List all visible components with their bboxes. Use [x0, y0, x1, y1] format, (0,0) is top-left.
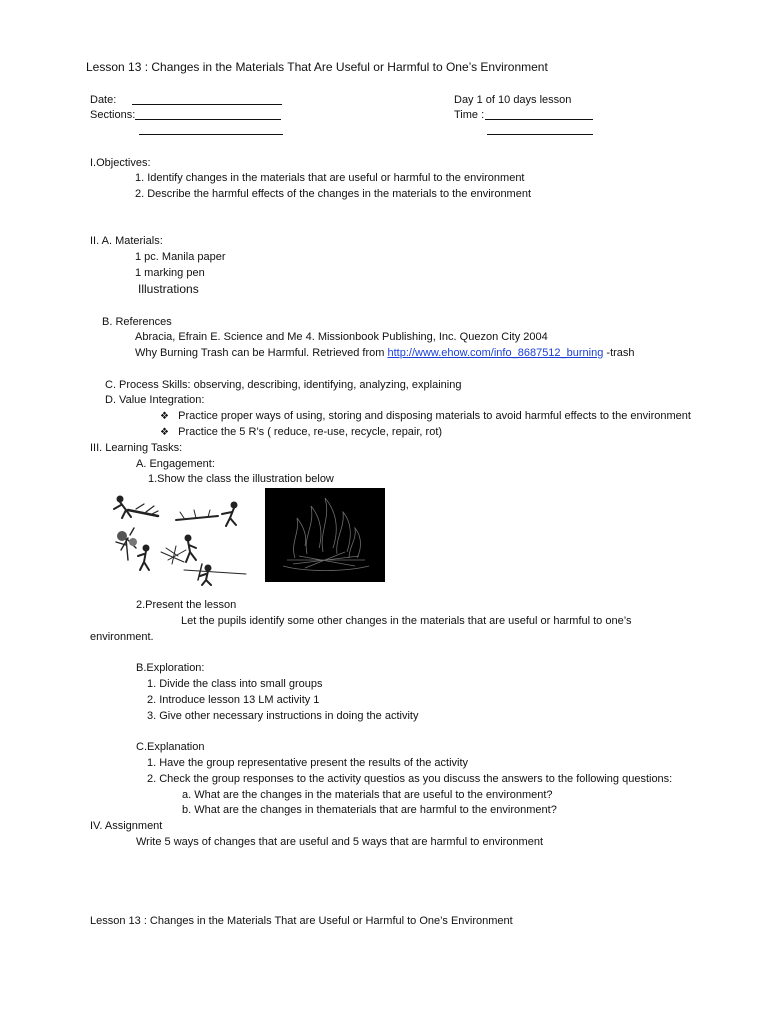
- time-label: Time :: [454, 109, 485, 121]
- present-text: Let the pupils identify some other changes in the materials that are useful or harmful to one’s: [181, 615, 632, 627]
- exploration-item: 1. Divide the class into small groups: [147, 678, 323, 690]
- present-step: 2.Present the lesson: [136, 599, 237, 611]
- explanation-subitem: b. What are the changes in thematerials that are harmful to the environment?: [182, 804, 557, 816]
- exploration-item: 2. Introduce lesson 13 LM activity 1: [147, 694, 320, 706]
- present-text-cont: environment.: [90, 631, 154, 643]
- date-field-line: [132, 104, 282, 105]
- objectives-heading: I.Objectives:: [90, 157, 151, 169]
- value-item: [160, 409, 691, 424]
- explanation-item: 1. Have the group representative present the results of the activity: [147, 757, 469, 769]
- materials-heading: II. A. Materials:: [90, 235, 163, 247]
- assignment-text: Write 5 ways of changes that are useful and 5 ways that are harmful to environment: [136, 836, 544, 848]
- reference-line: Abracia, Efrain E. Science and Me 4. Missionbook Publishing, Inc. Quezon City 2004: [135, 331, 548, 343]
- lesson-title: Lesson 13 : Changes in the Materials That Are Useful or Harmful to One’s Environment: [86, 60, 548, 74]
- day-label: Day 1 of 10 days lesson: [454, 94, 572, 106]
- process-skills: C. Process Skills: observing, describing, identifying, analyzing, explaining: [105, 379, 462, 391]
- illustrations-label: Illustrations: [138, 282, 199, 296]
- reference-line-suffix: -trash: [603, 347, 635, 359]
- time-field-line: [485, 119, 593, 120]
- sections-field-line-2: [139, 134, 283, 135]
- material-item: 1 marking pen: [135, 267, 205, 279]
- sections-field-line: [135, 119, 281, 120]
- explanation-item: 2. Check the group responses to the activity questios as you discuss the answers to the following questions:: [147, 773, 673, 785]
- tree-cutting-illustration: [106, 490, 250, 586]
- explanation-subitem: a. What are the changes in the materials that are useful to the environment?: [182, 789, 553, 801]
- references-heading: B. References: [102, 316, 172, 328]
- material-item: 1 pc. Manila paper: [135, 251, 226, 263]
- diamond-bullet-icon: ❖: [160, 411, 169, 422]
- exploration-item: 3. Give other necessary instructions in doing the activity: [147, 710, 419, 722]
- exploration-heading: B.Exploration:: [136, 662, 205, 674]
- reference-line-with-link: [135, 346, 635, 360]
- assignment-heading: IV. Assignment: [90, 820, 163, 832]
- diamond-bullet-icon: ❖: [160, 427, 169, 438]
- objective-item: 2. Describe the harmful effects of the changes in the materials to the environment: [135, 188, 532, 200]
- value-item: [160, 425, 442, 440]
- reference-link[interactable]: http://www.ehow.com/info_8687512_burning: [387, 347, 604, 359]
- explanation-heading: C.Explanation: [136, 741, 205, 753]
- reference-line-prefix: Why Burning Trash can be Harmful. Retrieved from: [135, 347, 388, 359]
- learning-tasks-heading: III. Learning Tasks:: [90, 442, 183, 454]
- value-item-text: Practice the 5 R’s ( reduce, re-use, recycle, repair, rot): [178, 426, 443, 438]
- value-integration-heading: D. Value Integration:: [105, 394, 205, 406]
- footer-lesson-title: Lesson 13 : Changes in the Materials That are Useful or Harmful to One’s Environment: [90, 915, 513, 927]
- value-item-text: Practice proper ways of using, storing and disposing materials to avoid harmful effects to the environment: [178, 410, 691, 422]
- burning-trash-illustration: [265, 488, 385, 582]
- objective-item: 1. Identify changes in the materials that are useful or harmful to the environment: [135, 172, 525, 184]
- time-field-line-2: [487, 134, 593, 135]
- sections-label: Sections:: [90, 109, 136, 121]
- engagement-heading: A. Engagement:: [136, 458, 215, 470]
- engagement-step: 1.Show the class the illustration below: [148, 473, 334, 485]
- date-label: Date:: [90, 94, 117, 106]
